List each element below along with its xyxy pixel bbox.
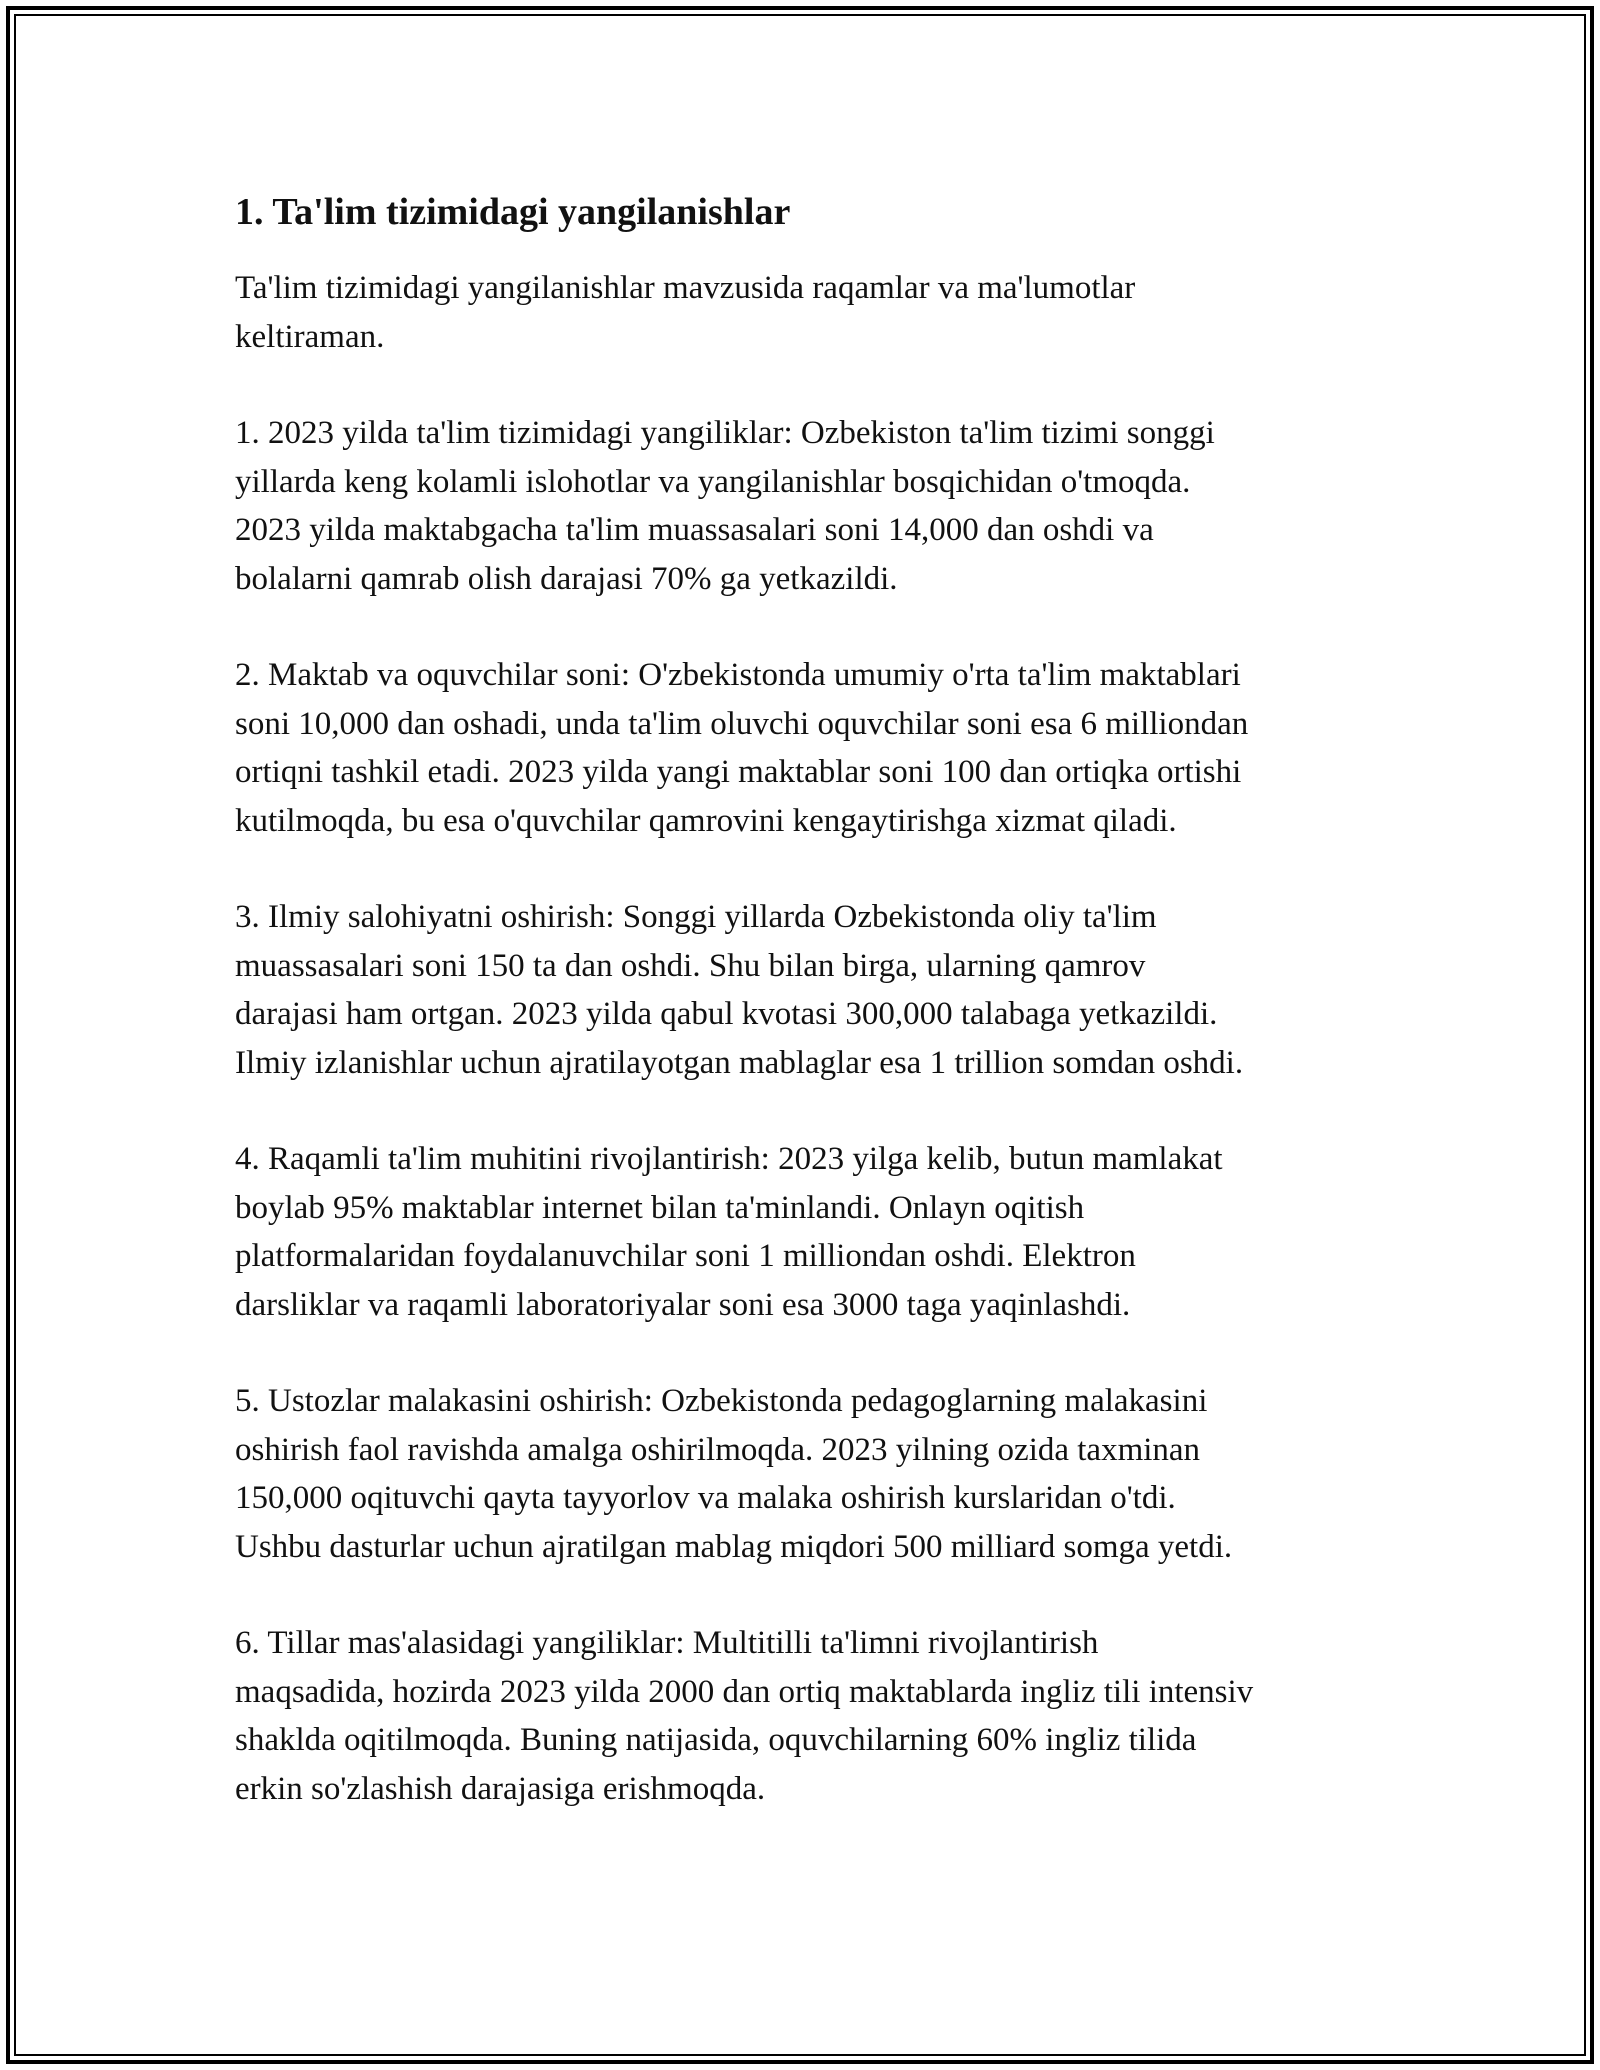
document-body — [235, 188, 1375, 1861]
section-paragraph-3: 3. Ilmiy salohiyatni oshirish: Songgi yillarda Ozbekistonda oliy ta'lim muassasalari soni 150 ta dan oshdi. Shu bilan birga, ularning qamrov darajasi ham ortgan. 2023 yilda qabul kvotasi 300,000 talabaga yetkazildi. Ilmiy izlanishlar uchun ajratilayotgan mablaglar esa 1 trillion somdan oshdi. — [235, 899, 1244, 1081]
section-paragraph-6: 6. Tillar mas'alasidagi yangiliklar: Multitilli ta'limni rivojlantirish maqsadida, hozirda 2023 yilda 2000 dan ortiq maktablarda ingliz tili intensiv shaklda oqitilmoqda. Buning natijasida, oquvchilarning 60% ingliz tilida erkin so'zlashish darajasiga erishmoqda. — [235, 1625, 1254, 1807]
intro-paragraph: Ta'lim tizimidagi yangilanishlar mavzusida raqamlar va ma'lumotlar keltiraman. — [235, 270, 1136, 355]
section-paragraph-1: 1. 2023 yilda ta'lim tizimidagi yangiliklar: Ozbekiston ta'lim tizimi songgi yillarda keng kolamli islohotlar va yangilanishlar bosqichidan o'tmoqda. 2023 yilda maktabgacha ta'lim muassasalari soni 14,000 dan oshdi va bolalarni qamrab olish darajasi 70% ga yetkazildi. — [235, 415, 1215, 597]
section-paragraph-5: 5. Ustozlar malakasini oshirish: Ozbekistonda pedagoglarning malakasini oshirish faol ravishda amalga oshirilmoqda. 2023 yilning ozida taxminan 150,000 oqituvchi qayta tayyorlov va malaka oshirish kurslaridan o'tdi. Ushbu dasturlar uchun ajratilgan mablag miqdori 500 milliard somga yetdi. — [235, 1383, 1233, 1565]
section-paragraph-2: 2. Maktab va oquvchilar soni: O'zbekistonda umumiy o'rta ta'lim maktablari soni 10,000 dan oshadi, unda ta'lim oluvchi oquvchilar soni esa 6 milliondan ortiqni tashkil etadi. 2023 yilda yangi maktablar soni 100 dan ortiqka ortishi kutilmoqda, bu esa o'quvchilar qamrovini kengaytirishga xizmat qiladi. — [235, 657, 1249, 839]
document-title: 1. Ta'lim tizimidagi yangilanishlar — [235, 191, 791, 233]
section-paragraph-4: 4. Raqamli ta'lim muhitini rivojlantirish: 2023 yilga kelib, butun mamlakat boylab 95% maktablar internet bilan ta'minlandi. Onlayn oqitish platformalaridan foydalanuvchilar soni 1 milliondan oshdi. Elektron darsliklar va raqamli laboratoriyalar soni esa 3000 taga yaqinlashdi. — [235, 1141, 1223, 1323]
